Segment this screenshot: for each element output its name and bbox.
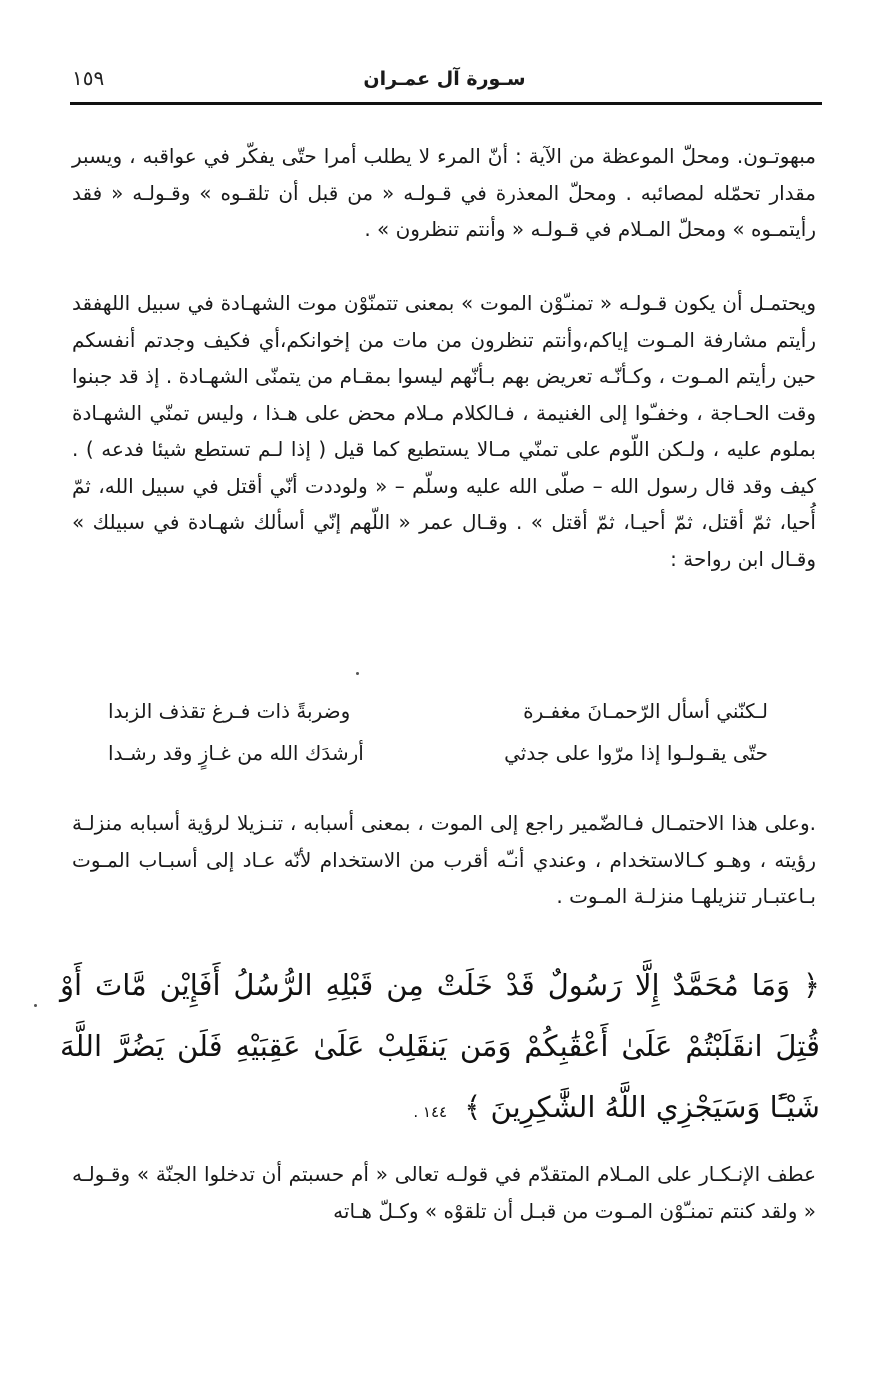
poem-line-1 <box>108 693 768 729</box>
paragraph-1: مبهوتـون. ومحلّ الموعظة من الآية : أنّ المرء لا يطلب أمرا حتّى يفكّر في عواقبه ، ويسبر مقدار تحمّله لمصائبه . ومحلّ المعذرة في قـولـه « من قبل أن تلقـوه » وقـولـه « فقد رأيتمـوه » ومحلّ المـلام في قـولـه « وأنتم تنظرون » . <box>72 144 816 241</box>
paragraph-2: ويحتمـل أن يكون قـولـه « تمنـّوْن الموت » بمعنى تتمنّوْن موت الشهـادة في سبيل اللهفقد رأيتم مشارفة المـوت إياكم،وأنتم تنظرون من مات من إخوانكم،أي فكيف وجدتم أنفسكم حين رأيتم المـوت ، وكـأنّـه تعريض بهم بـأنّهم ليسوا بمقـام من يتمنّى الشهـادة . إذ قد جبنوا وقت الحـاجة ، وخفـّوا إلى الغنيمة ، فـالكلام مـلام محض على هـذا ، وليس تمنّي الشهـادة بملوم عليه ، ولـكن اللّوم على تمنّي مـالا يستطيع كما قيل ( إذا لـم تستطع شيئا فدعه ) . كيف وقد قال رسول الله – صلّى الله عليه وسلّم – « ولوددت أنّي أقتل في سبيل الله، ثمّ أُحيا، ثمّ أقتل، ثمّ أحيـا، ثمّ أقتل » . وقـال عمر « اللّهم إنّي أسألك شهـادة في سبيلك » وقـال ابن رواحة : <box>72 291 816 571</box>
poem-line-1-first-hemistich: لـكنّني أسأل الرّحمـانَ مغفـرة <box>523 699 768 723</box>
quran-verse-text: ﴿ وَمَا مُحَمَّدٌ إِلَّا رَسُولٌ قَدْ خَلَتْ مِن قَبْلِهِ الرُّسُلُ أَفَإِيْن مَّاتَ أَوْ قُتِلَ انقَلَبْتُمْ عَلَىٰ أَعْقَٰبِكُمْ وَمَن يَنقَلِبْ عَلَىٰ عَقِبَيْهِ فَلَن يَضُرَّ اللَّهَ شَيْـًٔا وَسَيَجْزِي اللَّهُ الشَّٰكِرِينَ ﴾ <box>60 968 820 1124</box>
page-number: ١٥٩ <box>72 66 105 90</box>
margin-dot <box>34 1004 37 1007</box>
verse-number: ١٤٤ . <box>413 1103 448 1121</box>
poem-line-1-second-hemistich: وضربةً ذات فـرغ تقذف الزبدا <box>108 699 351 723</box>
poem-line-2 <box>108 735 768 771</box>
paragraph-3: .وعلى هذا الاحتمـال فـالضّمير راجع إلى الموت ، بمعنى أسبابه ، تنـزيلا لرؤية أسبابه منزلـة رؤيته ، وهـو كـالاستخدام ، وعندي أنـّه أقرب من الاستخدام لأنّه عـاد إلى أسبـاب المـوت بـاعتبـار تنزيلهـا منزلـة المـوت . <box>72 811 816 908</box>
quran-verse <box>60 955 820 1143</box>
header-rule <box>70 102 822 105</box>
poem-line-2-first-hemistich: حتّى يقـولـوا إذا مرّوا على جدثي <box>504 741 768 765</box>
poem-line-2-second-hemistich: أرشدَك الله من غـازٍ وقد رشـدا <box>108 741 364 765</box>
paragraph-4: عطف الإنـكـار على المـلام المتقدّم في قولـه تعالى « أم حسبتم أن تدخلوا الجنّة » وقـولـه « ولقد كنتم تمنـّوْن المـوت من قبـل أن تلقوْه » وكـلّ هـاته <box>72 1162 816 1223</box>
running-title: سـورة آل عمـران <box>363 68 526 90</box>
margin-dot <box>356 672 359 675</box>
